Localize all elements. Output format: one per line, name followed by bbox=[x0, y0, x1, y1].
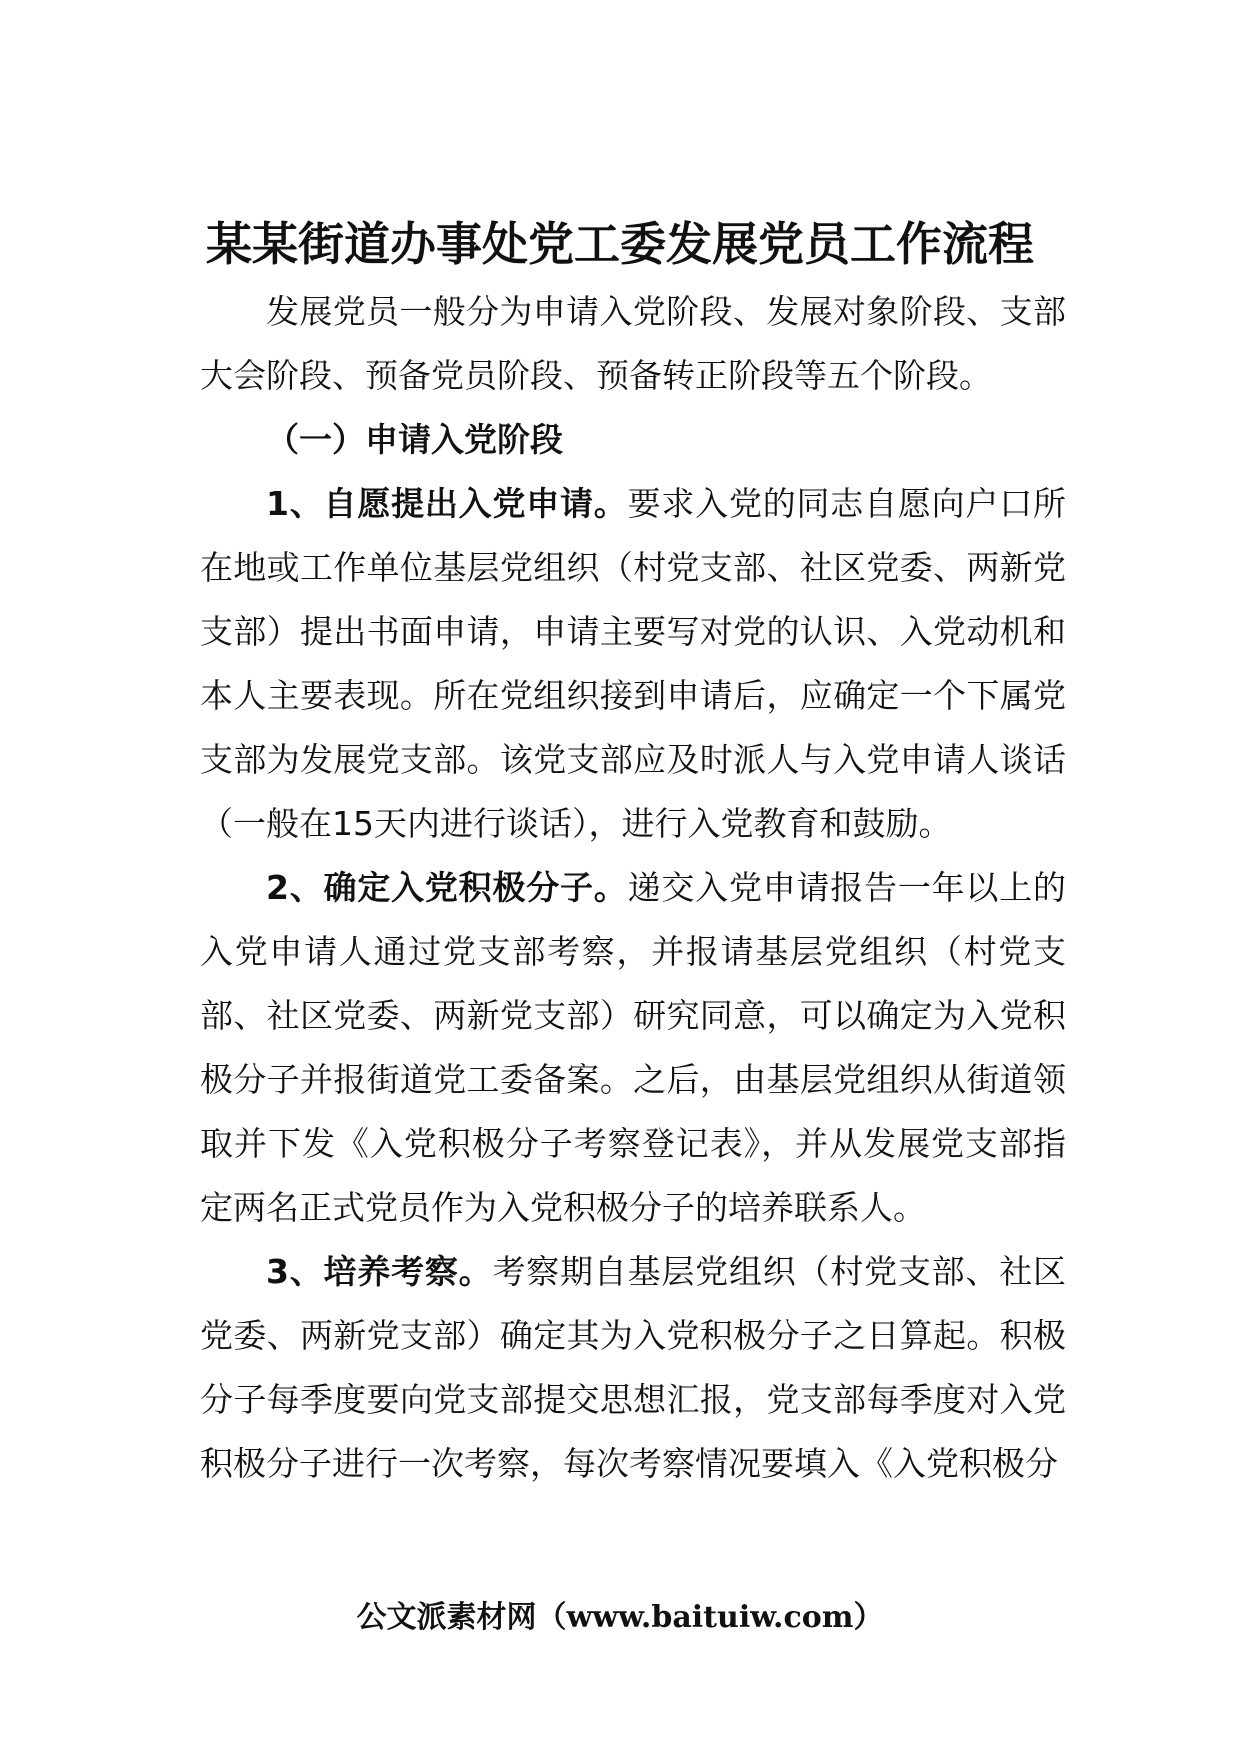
item-lead: 3、培养考察。 bbox=[266, 1252, 493, 1291]
item-lead: 2、确定入党积极分子。 bbox=[266, 868, 628, 907]
item-paragraph bbox=[200, 856, 1066, 1240]
item-lead: 1、自愿提出入党申请。 bbox=[266, 484, 628, 523]
item-text: 递交入党申请报告一年以上的入党申请人通过党支部考察，并报请基层党组织（村党支部、社区党委、两新党支部）研究同意，可以确定为入党积极分子并报街道党工委备案。之后，由基层党组织从街道领取并下发《入党积极分子考察登记表》，并从发展党支部指定两名正式党员作为入党积极分子的培养联系人。 bbox=[200, 868, 1067, 1227]
item-text: 要求入党的同志自愿向户口所在地或工作单位基层党组织（村党支部、社区党委、两新党支部）提出书面申请，申请主要写对党的认识、入党动机和本人主要表现。所在党组织接到申请后，应确定一个下属党支部为发展党支部。该党支部应及时派人与入党申请人谈话（一般在15天内进行谈话），进行入党教育和鼓励。 bbox=[200, 484, 1067, 843]
item-text: 考察期自基层党组织（村党支部、社区党委、两新党支部）确定其为入党积极分子之日算起。积极分子每季度要向党支部提交思想汇报，党支部每季度对入党积极分子进行一次考察，每次考察情况要填入《入党积极分 bbox=[200, 1252, 1066, 1483]
item-paragraph bbox=[200, 472, 1066, 856]
document-body bbox=[200, 280, 1066, 1496]
section-heading: （一）申请入党阶段 bbox=[266, 420, 563, 459]
item-paragraph bbox=[200, 1240, 1066, 1496]
intro-paragraph: 发展党员一般分为申请入党阶段、发展对象阶段、支部大会阶段、预备党员阶段、预备转正阶段等五个阶段。 bbox=[200, 292, 1066, 395]
document-title: 某某街道办事处党工委发展党员工作流程 bbox=[206, 217, 1034, 271]
page-footer: 公文派素材网（www.baituiw.com） bbox=[356, 1600, 884, 1635]
